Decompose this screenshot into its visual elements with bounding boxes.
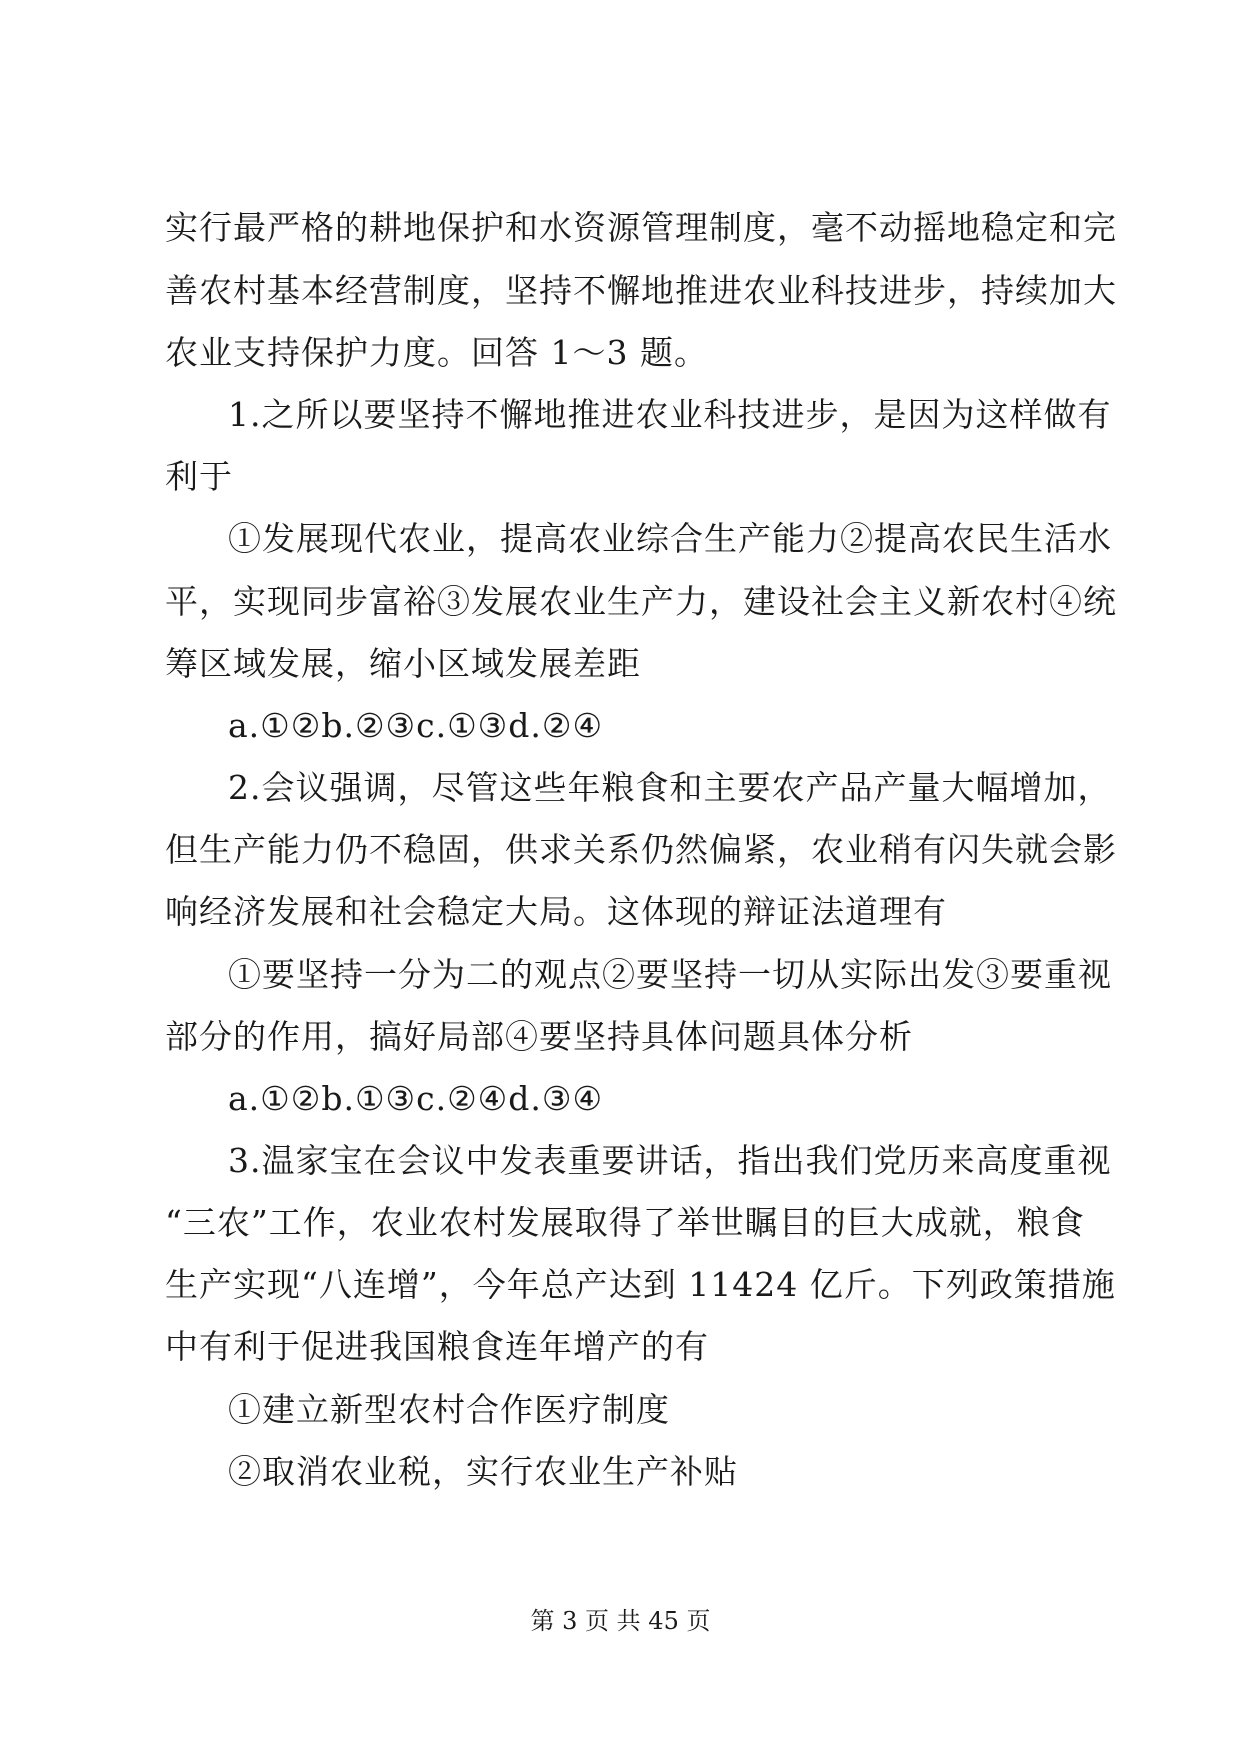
question-3: 3.温家宝在会议中发表重要讲话，指出我们党历来高度重视 (228, 1141, 1112, 1180)
question-1: 1.之所以要坚持不懈地推进农业科技进步，是因为这样做有 (228, 395, 1112, 434)
question-1-options: a.①②b.②③c.①③d.②④ (228, 706, 604, 745)
text-line: 部分的作用，搞好局部④要坚持具体问题具体分析 (165, 1017, 913, 1056)
text-line: 实行最严格的耕地保护和水资源管理制度，毫不动摇地稳定和完 (165, 208, 1117, 247)
page-number-footer: 第 3 页 共 45 页 (530, 1607, 711, 1635)
text-line: 中有利于促进我国粮食连年增产的有 (165, 1327, 709, 1366)
question-2-options: a.①②b.①③c.②④d.③④ (228, 1079, 604, 1118)
text-line: 利于 (165, 457, 233, 496)
question-2-statements: ①要坚持一分为二的观点②要坚持一切从实际出发③要重视 (228, 955, 1112, 994)
question-3-statement-2: ②取消农业税，实行农业生产补贴 (228, 1452, 738, 1491)
text-line: 平，实现同步富裕③发展农业生产力，建设社会主义新农村④统 (165, 582, 1117, 621)
text-line: 善农村基本经营制度，坚持不懈地推进农业科技进步，持续加大 (165, 271, 1117, 310)
text-line: 响经济发展和社会稳定大局。这体现的辩证法道理有 (165, 892, 947, 931)
text-line: “三农”工作，农业农村发展取得了举世瞩目的巨大成就，粮食 (165, 1203, 1085, 1242)
text-line: 筹区域发展，缩小区域发展差距 (165, 644, 641, 683)
question-1-statements: ①发展现代农业，提高农业综合生产能力②提高农民生活水 (228, 519, 1112, 558)
question-2: 2.会议强调，尽管这些年粮食和主要农产品产量大幅增加， (228, 768, 1112, 807)
text-line: 但生产能力仍不稳固，供求关系仍然偏紧，农业稍有闪失就会影 (165, 830, 1117, 869)
text-line: 生产实现“八连增”，今年总产达到 11424 亿斤。下列政策措施 (165, 1265, 1116, 1304)
text-line: 农业支持保护力度。回答 1～3 题。 (165, 333, 708, 372)
question-3-statement-1: ①建立新型农村合作医疗制度 (228, 1390, 670, 1429)
